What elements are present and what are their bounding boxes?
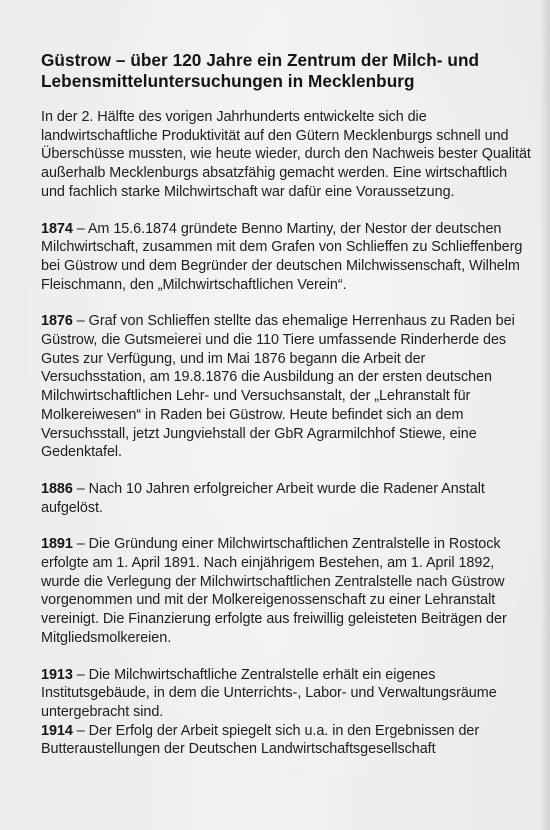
entry-year: 1874 — [41, 220, 73, 237]
entry-text: – Der Erfolg der Arbeit spiegelt sich u.a. in den Ergebnissen der Butteraustellungen der Deutschen Landwirtschaftsgesellschaft — [41, 722, 480, 758]
entry-year: 1913 — [41, 666, 73, 683]
entry-1874 — [41, 220, 531, 295]
page-edge-shadow — [540, 0, 550, 830]
document-body — [41, 50, 531, 759]
entry-year: 1891 — [41, 536, 73, 553]
entry-1913 — [41, 666, 531, 722]
entry-text: – Am 15.6.1874 gründete Benno Martiny, der Nestor der deutschen Milchwirtschaft, zusammen mit dem Grafen von Schlieffen zu Schlieffenberg bei Güstrow und dem Begründer der deutschen Milchwissenschaft, Wilhelm Fleischmann, den „Milchwirtschaftlichen Verein“. — [41, 220, 523, 293]
entry-text: – Die Milchwirtschaftliche Zentralstelle erhält ein eigenes Institutsgebäude, in dem die Unterrichts-, Labor- und Verwaltungsräume untergebracht sind. — [41, 666, 497, 720]
entry-text: – Graf von Schlieffen stellte das ehemalige Herrenhaus zu Raden bei Güstrow, die Gutsmeierei und die 110 Tiere umfassende Rinderherde des Gutes zur Verfügung, und im Mai 1876 begann die Arbeit der Versuchsstation, am 19.8.1876 die Ausbildung an der ersten deutschen Milchwirtschaftlichen Lehr- und Versuchsanstalt, der „Lehranstalt für Molkereiwesen“ in Raden bei Güstrow. Heute befindet sich an dem Versuchsstall, jetzt Jungviehstall der GbR Agrarmilchhof Stiewe, eine Gedenktafel. — [41, 313, 515, 461]
entry-text: – Nach 10 Jahren erfolgreicher Arbeit wurde die Radener Anstalt aufgelöst. — [41, 480, 485, 516]
entry-year: 1914 — [41, 722, 73, 739]
intro-paragraph: In der 2. Hälfte des vorigen Jahrhunderts entwickelte sich die landwirtschaftliche Produktivität auf den Gütern Mecklenburgs schnell und Überschüsse mussten, wie heute wieder, durch den Nachweis bester Qualität außerhalb Mecklenburgs absatzfähig gemacht werden. Eine wirtschaftlich und fachlich starke Milchwirtschaft war dafür eine Voraussetzung. — [41, 109, 531, 200]
document-title: Güstrow – über 120 Jahre ein Zentrum der Milch- und Lebensmitteluntersuchungen in Mecklenburg — [41, 50, 480, 91]
entry-1876 — [41, 312, 531, 462]
entry-year: 1876 — [41, 313, 73, 330]
entry-1886 — [41, 480, 531, 517]
entry-1891 — [41, 535, 531, 647]
entry-year: 1886 — [41, 480, 73, 497]
entry-1914 — [41, 722, 531, 759]
entry-text: – Die Gründung einer Milchwirtschaftlichen Zentralstelle in Rostock erfolgte am 1. April 1891. Nach einjährigem Bestehen, am 1. April 1892, wurde die Verlegung der Milchwirtschaftlichen Zentralstelle nach Güstrow vorgenommen und mit der Molkereigenossenschaft zu einer Lehranstalt vereinigt. Die Finanzierung erfolgte aus freiwillig geleisteten Beiträgen der Mitgliedsmolkereien. — [41, 536, 507, 646]
